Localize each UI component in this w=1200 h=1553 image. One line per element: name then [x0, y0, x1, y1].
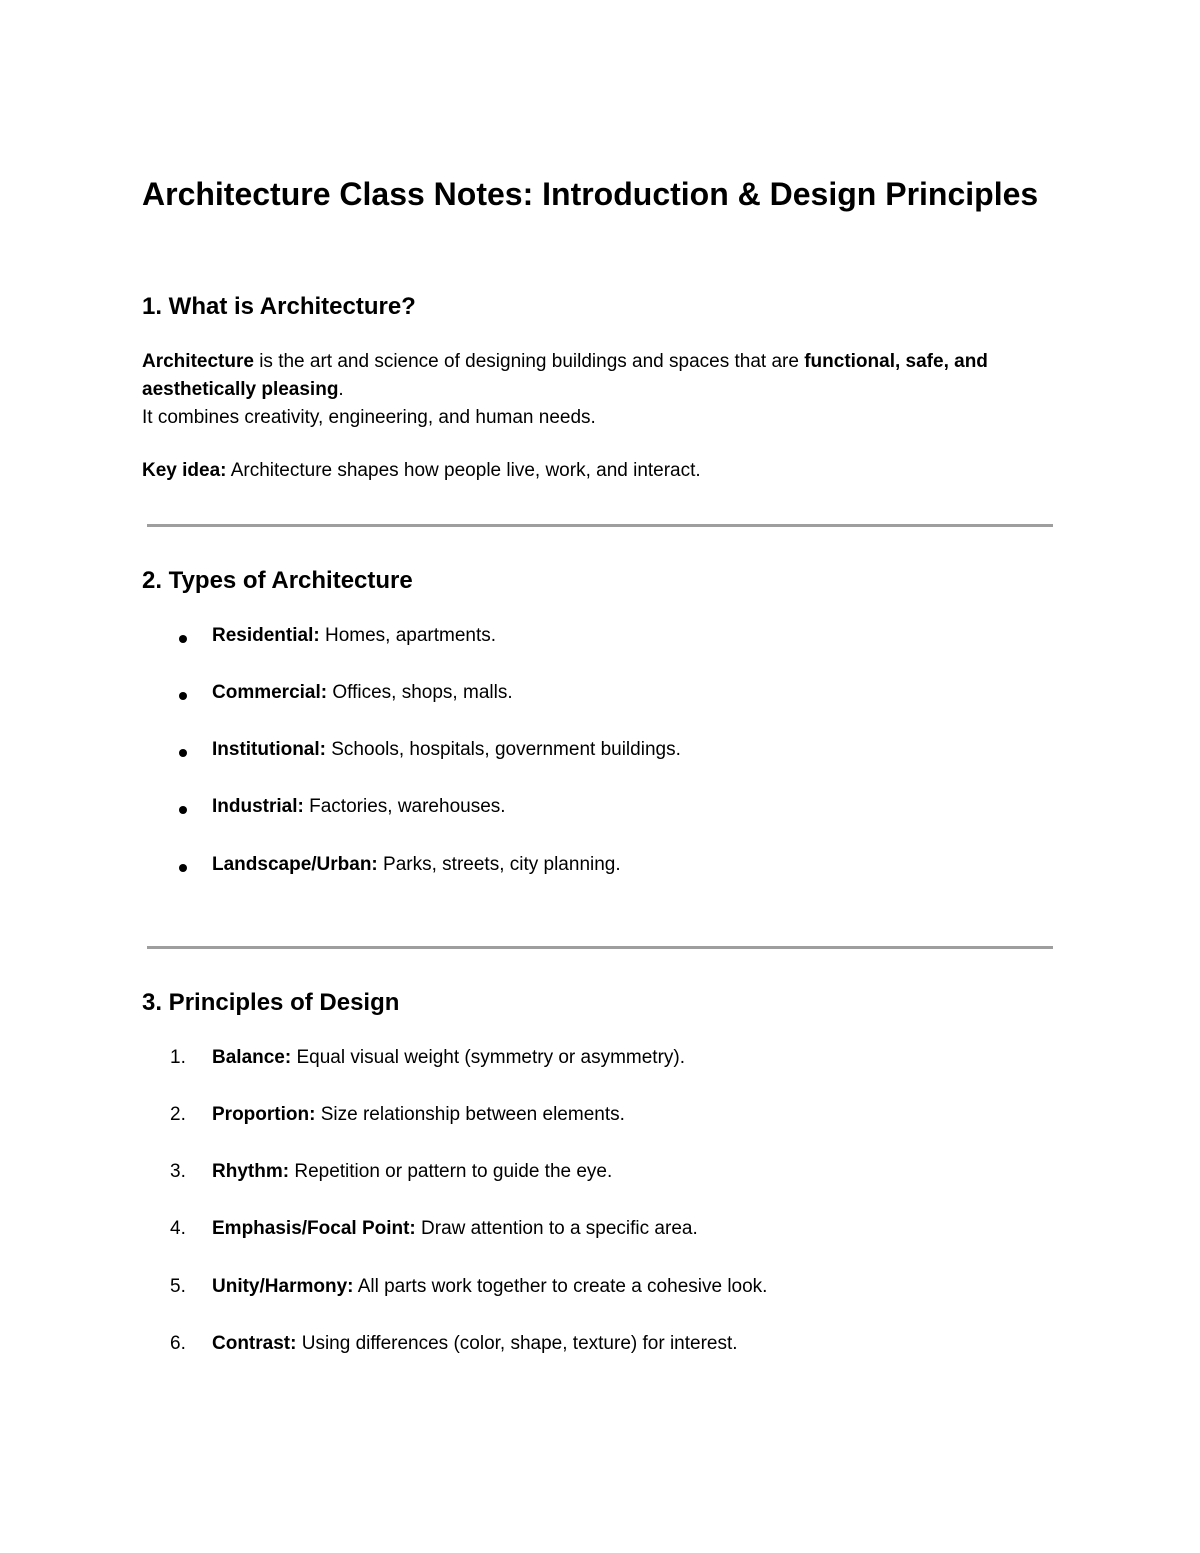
list-number: 4.: [170, 1218, 186, 1239]
section-1-key-idea: [142, 457, 1067, 485]
list-item-text: Parks, streets, city planning.: [377, 854, 621, 875]
numbered-item: [212, 1215, 1072, 1243]
list-item-text: Offices, shops, malls.: [327, 682, 513, 703]
numbered-item: [212, 1044, 1072, 1072]
numbered-item-label: Proportion:: [212, 1104, 316, 1125]
list-item-text: Homes, apartments.: [319, 625, 497, 646]
page-title: Architecture Class Notes: Introduction & Design Principles: [142, 176, 1039, 212]
list-item-label: Residential:: [212, 625, 320, 646]
list-item-label: Commercial:: [212, 682, 328, 703]
numbered-item-text: Draw attention to a specific area.: [415, 1218, 698, 1239]
bullet-icon: [179, 692, 187, 700]
bullet-icon: [179, 864, 187, 872]
numbered-item-label: Unity/Harmony:: [212, 1276, 354, 1297]
list-item-text: Factories, warehouses.: [303, 796, 506, 817]
list-number: 6.: [170, 1333, 186, 1354]
list-item-text: Schools, hospitals, government buildings.: [325, 739, 681, 760]
numbered-item-text: Size relationship between elements.: [315, 1104, 625, 1125]
divider-1: [147, 524, 1053, 527]
bullet-icon: [179, 806, 187, 814]
section-1-definition: [142, 348, 1067, 404]
numbered-item-text: Equal visual weight (symmetry or asymmetry).: [291, 1047, 686, 1068]
numbered-item: [212, 1158, 1072, 1186]
numbered-item-label: Emphasis/Focal Point:: [212, 1218, 416, 1239]
numbered-item-label: Rhythm:: [212, 1161, 290, 1182]
list-number: 2.: [170, 1104, 186, 1125]
numbered-item: [212, 1273, 1072, 1301]
list-item-label: Landscape/Urban:: [212, 854, 378, 875]
numbered-item-label: Contrast:: [212, 1333, 297, 1354]
list-number: 3.: [170, 1161, 186, 1182]
section-1-combines: It combines creativity, engineering, and human needs.: [142, 407, 596, 428]
list-item: [212, 679, 1072, 707]
section-3-heading: 3. Principles of Design: [142, 989, 400, 1016]
numbered-item-text: All parts work together to create a cohesive look.: [353, 1276, 768, 1297]
list-item: [212, 622, 1072, 650]
section-1-heading: 1. What is Architecture?: [142, 293, 416, 320]
section-2-heading: 2. Types of Architecture: [142, 567, 413, 594]
bullet-icon: [179, 635, 187, 643]
divider-2: [147, 946, 1053, 949]
definition-bold-qualities: functional, safe, and aesthetically pleasing: [142, 351, 988, 400]
key-idea-text: Architecture shapes how people live, work, and interact.: [226, 460, 701, 481]
numbered-item: [212, 1330, 1072, 1358]
list-item: [212, 736, 1072, 764]
list-number: 5.: [170, 1276, 186, 1297]
definition-text: is the art and science of designing buildings and spaces that are: [253, 351, 805, 372]
numbered-item-text: Repetition or pattern to guide the eye.: [289, 1161, 613, 1182]
definition-end: .: [338, 379, 344, 400]
list-item: [212, 793, 1072, 821]
list-item-label: Institutional:: [212, 739, 326, 760]
bullet-icon: [179, 749, 187, 757]
list-item-label: Industrial:: [212, 796, 304, 817]
numbered-item: [212, 1101, 1072, 1129]
list-number: 1.: [170, 1047, 186, 1068]
numbered-item-text: Using differences (color, shape, texture) for interest.: [296, 1333, 738, 1354]
numbered-item-label: Balance:: [212, 1047, 292, 1068]
key-idea-label: Key idea:: [142, 460, 227, 481]
definition-term: Architecture: [142, 351, 254, 372]
list-item: [212, 851, 1072, 879]
